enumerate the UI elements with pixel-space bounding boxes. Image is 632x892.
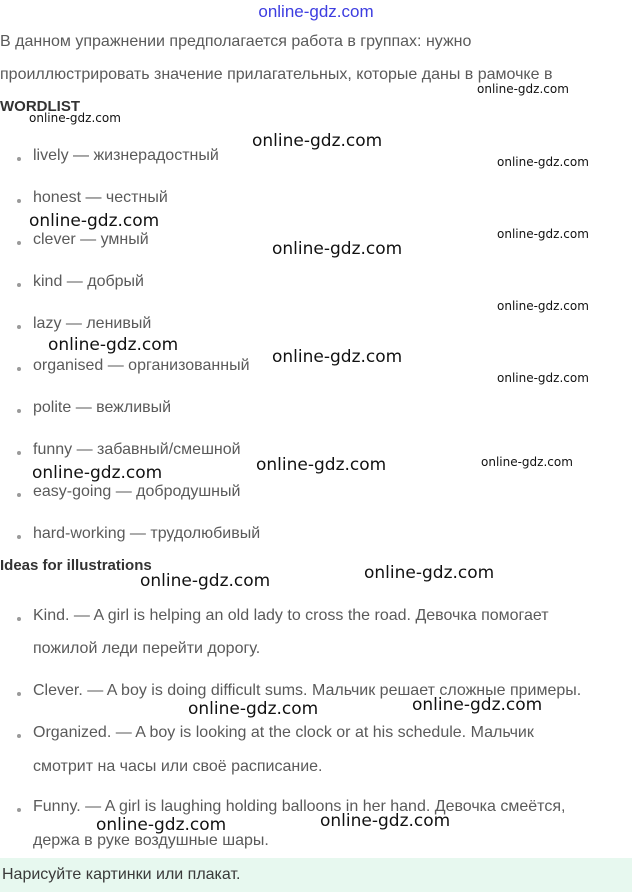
- wordlist-item: lazy — ленивый: [33, 315, 152, 332]
- wordlist-item: lively — жизнерадостный: [33, 147, 219, 164]
- watermark-text: online-gdz.com: [497, 227, 589, 241]
- watermark-text: online-gdz.com: [29, 211, 160, 231]
- watermark-text: online-gdz.com: [497, 299, 589, 313]
- bullet-icon: [17, 451, 21, 455]
- watermark-text: online-gdz.com: [497, 155, 589, 169]
- watermark-text: online-gdz.com: [320, 811, 451, 831]
- bullet-icon: [17, 325, 21, 329]
- wordlist-item: hard-working — трудолюбивый: [33, 525, 261, 542]
- watermark-text: online-gdz.com: [477, 82, 569, 96]
- bullet-icon: [17, 409, 21, 413]
- intro-text-line-2: проиллюстрировать значение прилагательных, которые даны в рамочке в: [0, 66, 553, 83]
- intro-text-line-1: В данном упражнении предполагается работа в группах: нужно: [0, 33, 472, 50]
- watermark-text: online-gdz.com: [272, 347, 403, 367]
- wordlist-heading: WORDLIST: [0, 98, 80, 115]
- watermark-text: online-gdz.com: [272, 239, 403, 259]
- ideas-heading: Ideas for illustrations: [0, 557, 152, 574]
- idea-item-line: пожилой леди перейти дорогу.: [33, 640, 261, 657]
- watermark-text: online-gdz.com: [140, 571, 271, 591]
- wordlist-item: honest — честный: [33, 189, 168, 206]
- top-watermark-link[interactable]: online-gdz.com: [258, 2, 374, 21]
- bullet-icon: [17, 734, 21, 738]
- wordlist-item: organised — организованный: [33, 357, 250, 374]
- watermark-text: online-gdz.com: [364, 563, 495, 583]
- wordlist-item: kind — добрый: [33, 273, 144, 290]
- watermark-text: online-gdz.com: [96, 815, 227, 835]
- wordlist-item: polite — вежливый: [33, 399, 172, 416]
- watermark-text: online-gdz.com: [412, 695, 543, 715]
- bullet-icon: [17, 157, 21, 161]
- wordlist-item: easy-going — добродушный: [33, 483, 241, 500]
- bullet-icon: [17, 199, 21, 203]
- bullet-icon: [17, 617, 21, 621]
- watermark-text: online-gdz.com: [252, 131, 383, 151]
- watermark-text: online-gdz.com: [256, 455, 387, 475]
- idea-item-line: Organized. — A boy is looking at the clock or at his schedule. Мальчик: [33, 724, 534, 741]
- wordlist-item: funny — забавный/смешной: [33, 441, 241, 458]
- watermark-text: online-gdz.com: [497, 371, 589, 385]
- watermark-text: online-gdz.com: [29, 111, 121, 125]
- bullet-icon: [17, 367, 21, 371]
- idea-item-line: держа в руке воздушные шары.: [33, 832, 269, 849]
- watermark-text: online-gdz.com: [48, 335, 179, 355]
- watermark-text: online-gdz.com: [481, 455, 573, 469]
- bullet-icon: [17, 283, 21, 287]
- idea-item-line: смотрит на часы или своё расписание.: [33, 758, 323, 775]
- bullet-icon: [17, 493, 21, 497]
- idea-item-line: Funny. — A girl is laughing holding balloons in her hand. Девочка смеётся,: [33, 798, 566, 815]
- bullet-icon: [17, 692, 21, 696]
- watermark-text: online-gdz.com: [32, 463, 163, 483]
- footer-task-note: Нарисуйте картинки или плакат.: [0, 858, 632, 892]
- bullet-icon: [17, 535, 21, 539]
- idea-item-line: Kind. — A girl is helping an old lady to cross the road. Девочка помогает: [33, 607, 549, 624]
- wordlist-item: clever — умный: [33, 231, 149, 248]
- bullet-icon: [17, 241, 21, 245]
- bullet-icon: [17, 808, 21, 812]
- watermark-text: online-gdz.com: [188, 699, 319, 719]
- idea-item-line: Clever. — A boy is doing difficult sums. Мальчик решает сложные примеры.: [33, 682, 582, 699]
